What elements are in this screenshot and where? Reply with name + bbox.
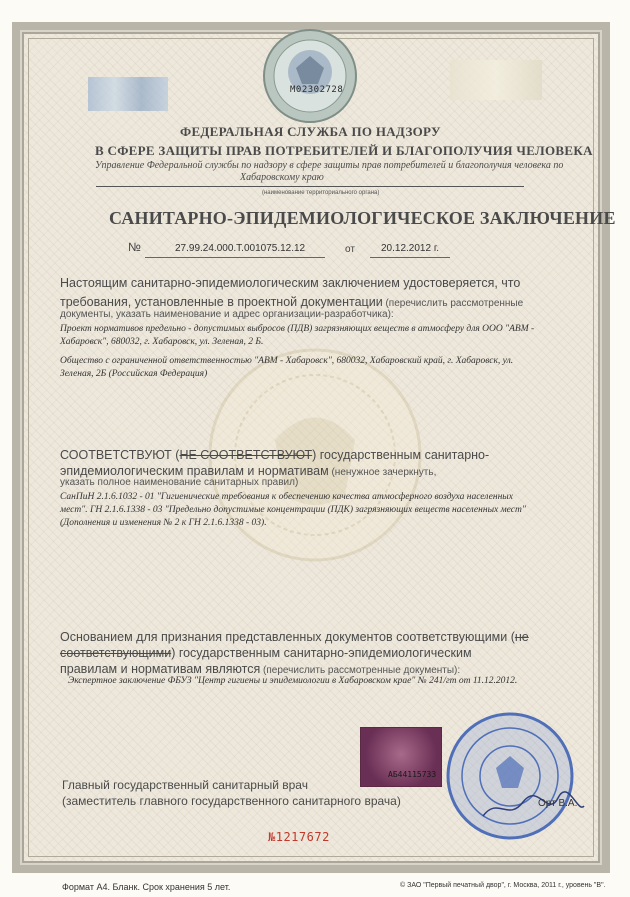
number-underline bbox=[145, 257, 325, 258]
form-serial-number: №1217672 bbox=[268, 830, 330, 844]
organization-line1: Общество с ограниченной ответственностью "АВМ - Хабаровск", 680032, Хабаровский край, г. Хабаровск, ул. bbox=[60, 356, 514, 366]
para1-line1: Настоящим санитарно-эпидемиологическим заключением удостоверяется, что bbox=[60, 276, 521, 290]
sanitary-rules-line3: (Дополнения и изменения № 2 к ГН 2.1.6.1338 - 03). bbox=[60, 518, 267, 528]
para3-line3-note: (перечислить рассмотренные документы): bbox=[260, 665, 461, 676]
date-from-label: от bbox=[345, 244, 355, 255]
top-serial: M02302728 bbox=[290, 85, 344, 95]
signature-title-line2: (заместитель главного государственного санитарного врача) bbox=[62, 794, 401, 808]
footer-format-note: Формат А4. Бланк. Срок хранения 5 лет. bbox=[62, 882, 231, 892]
organization-line2: Зеленая, 2Б (Российская Федерация) bbox=[60, 369, 208, 379]
footer-printer-note: © ЗАО "Первый печатный двор", г. Москва, 2011 г., уровень "В". bbox=[400, 882, 606, 889]
emblem-seal-icon bbox=[262, 28, 358, 124]
para3-line2-rest: ) государственным санитарно-эпидемиологическим bbox=[171, 646, 472, 660]
para1-line2-main: требования, установленные в проектной документации bbox=[60, 295, 383, 309]
regional-office-line2: Хабаровскому краю bbox=[240, 172, 324, 183]
certificate-number: 27.99.24.000.Т.001075.12.12 bbox=[175, 243, 306, 254]
hologram-strip-left bbox=[88, 77, 168, 111]
divider bbox=[96, 186, 524, 187]
para3-line1-strike: не bbox=[514, 630, 529, 644]
hologram-code: АБ44115733 bbox=[388, 770, 437, 779]
para2-line1-rest: ) государственным санитарно- bbox=[312, 448, 490, 462]
para2-line2-note: (ненужное зачеркнуть, bbox=[328, 467, 437, 478]
agency-name-line1: ФЕДЕРАЛЬНАЯ СЛУЖБА ПО НАДЗОРУ bbox=[180, 124, 441, 139]
conform-label: СООТВЕТСТВУЮТ bbox=[60, 448, 172, 462]
hologram-strip-right bbox=[450, 60, 542, 100]
para3-line2-strike: соответствующими bbox=[60, 646, 172, 660]
sanitary-rules-line2: мест". ГН 2.1.6.1338 - 03 "Предельно допустимые концентрации (ПДК) загрязняющих веществ населенных мест" bbox=[60, 505, 526, 515]
territory-note: (наименование территориального органа) bbox=[262, 190, 380, 196]
certificate-date: 20.12.2012 г. bbox=[381, 243, 440, 254]
expert-conclusion: Экспертное заключение ФБУЗ "Центр гигиены и эпидемиологии в Хабаровском крае" № 241/гт от 11.12.2012. bbox=[68, 676, 518, 686]
regional-office-line1: Управление Федеральной службы по надзору в сфере защиты прав потребителей и благополучия человека по bbox=[95, 160, 564, 171]
signature-title-line1: Главный государственный санитарный врач bbox=[62, 778, 308, 792]
para2-line2-main: эпидемиологическим правилам и нормативам bbox=[60, 464, 329, 478]
project-description-line1: Проект нормативов предельно - допустимых выбросов (ПДВ) загрязняющих веществ в атмосферу для ООО "АВМ - bbox=[60, 324, 535, 334]
para1-line2-note: (перечислить рассмотренные bbox=[382, 298, 524, 309]
number-sign: № bbox=[128, 240, 141, 254]
signer-name: Орт В.А. bbox=[538, 798, 578, 809]
not-conform-label: НЕ СООТВЕТСТВУЮТ bbox=[179, 448, 313, 462]
project-description-line2: Хабаровск", 680032, г. Хабаровск, ул. Зеленая, 2 Б. bbox=[60, 337, 264, 347]
para3-line3-main: правилам и нормативам являются bbox=[60, 662, 261, 676]
sanitary-rules-line1: СанПиН 2.1.6.1032 - 01 "Гигиенические требования к обеспечению качества атмосферного воздуха населенных bbox=[60, 492, 513, 502]
para1-line3-note: документы, указать наименование и адрес организации-разработчика): bbox=[60, 309, 394, 320]
date-underline bbox=[370, 257, 450, 258]
document-title: САНИТАРНО-ЭПИДЕМИОЛОГИЧЕСКОЕ ЗАКЛЮЧЕНИЕ bbox=[109, 208, 616, 228]
para3-line1-main: Основанием для признания представленных документов соответствующими ( bbox=[60, 630, 515, 644]
open-paren: ( bbox=[171, 448, 180, 462]
agency-name-line2: В СФЕРЕ ЗАЩИТЫ ПРАВ ПОТРЕБИТЕЛЕЙ И БЛАГОПОЛУЧИЯ ЧЕЛОВЕКА bbox=[95, 143, 593, 158]
para2-line3-note: указать полное наименование санитарных правил) bbox=[60, 477, 299, 488]
